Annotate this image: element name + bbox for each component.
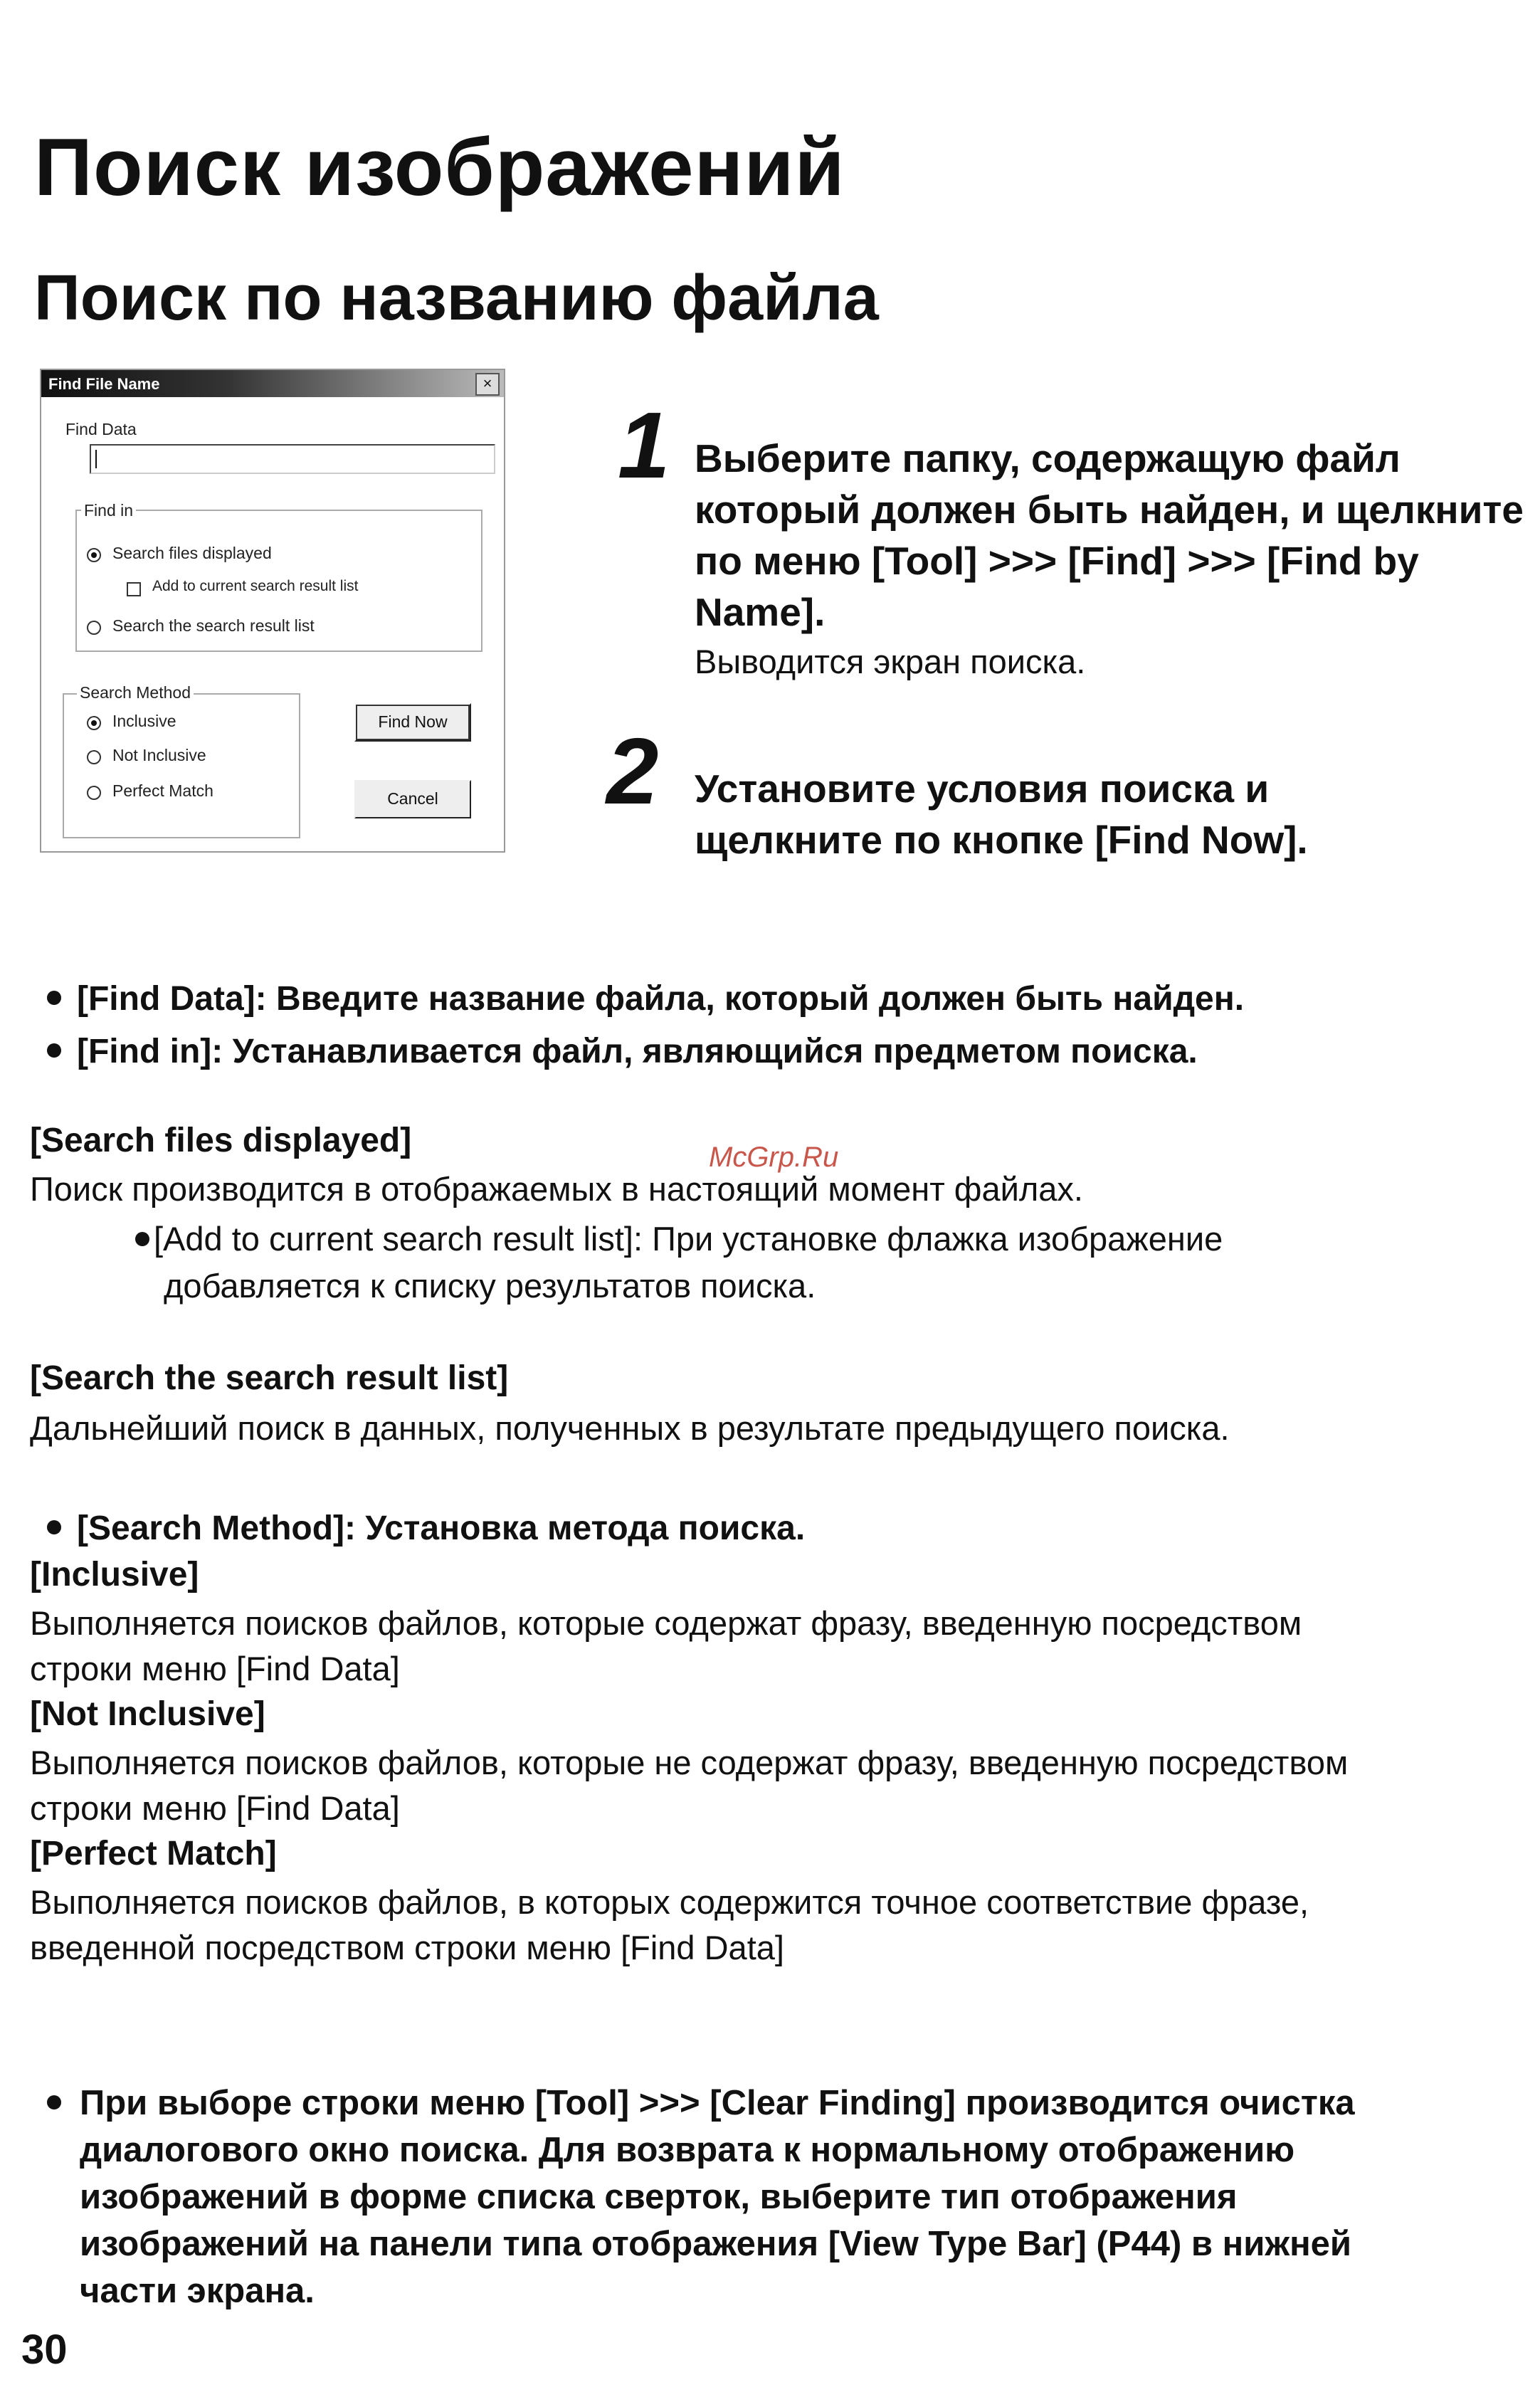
bullet-dot	[47, 991, 61, 1005]
search-method-group	[63, 693, 300, 838]
bullet-dot	[47, 1520, 61, 1534]
text-caret	[95, 450, 97, 468]
search-files-displayed-text: Поиск производится в отображаемых в настоящий момент файлах.	[30, 1170, 1083, 1208]
search-files-displayed-heading: [Search files displayed]	[30, 1122, 412, 1159]
dialog-titlebar	[41, 370, 504, 397]
not-inclusive-label: Not Inclusive	[112, 746, 206, 764]
step-number-2: 2	[606, 719, 659, 823]
step-number-1: 1	[618, 393, 670, 497]
inclusive-radio[interactable]	[87, 716, 101, 730]
add-to-current-text-cont: добавляется к списку результатов поиска.	[164, 1267, 816, 1305]
perfect-match-text: Выполняется поисков файлов, в которых содержится точное соответствие фразе,	[30, 1883, 1309, 1921]
note-line-1	[47, 2080, 1355, 2127]
watermark: McGrp.Ru	[709, 1142, 839, 1173]
add-to-current-label: Add to current search result list	[152, 578, 359, 594]
search-displayed-label: Search files displayed	[112, 544, 272, 562]
search-result-label: Search the search result list	[112, 616, 315, 635]
page-number: 30	[21, 2327, 68, 2373]
find-file-name-dialog	[40, 369, 505, 853]
add-to-current-checkbox[interactable]	[127, 582, 141, 596]
step-1-note: Выводится экран поиска.	[695, 643, 1086, 680]
cancel-button[interactable]: Cancel	[354, 780, 471, 818]
search-result-radio[interactable]	[87, 621, 101, 635]
close-icon[interactable]: ×	[475, 373, 500, 396]
not-inclusive-heading: [Not Inclusive]	[30, 1695, 265, 1733]
bullet-dot	[47, 1043, 61, 1058]
bullet-find-data	[47, 974, 1244, 1025]
bullet-find-data-text: [Find Data]: Введите название файла, который должен быть найден.	[77, 980, 1245, 1018]
bullet-dot	[47, 2095, 61, 2109]
note-line-2: диалогового окно поиска. Для возврата к нормальному отображению	[80, 2131, 1295, 2169]
perfect-match-text-cont: введенной посредством строки меню [Find Data]	[30, 1929, 784, 1966]
add-to-current-bullet	[135, 1216, 1223, 1263]
note-line-5: части экрана.	[80, 2272, 315, 2310]
bullet-find-in	[47, 1026, 1198, 1078]
add-to-current-text: [Add to current search result list]: При установке флажка изображение	[154, 1220, 1223, 1258]
not-inclusive-radio[interactable]	[87, 750, 101, 764]
step-1-text: Выберите папку, содержащую файл который должен быть найден, и щелкните по меню [Tool] >>> [Find] >>> [Find by Name].	[695, 436, 1524, 634]
inclusive-heading: [Inclusive]	[30, 1556, 199, 1593]
perfect-match-radio[interactable]	[87, 786, 101, 800]
page-title: Поиск изображений	[34, 122, 845, 213]
search-displayed-radio[interactable]	[87, 548, 101, 562]
inclusive-text-cont: строки меню [Find Data]	[30, 1650, 400, 1687]
bullet-search-method-text: [Search Method]: Установка метода поиска.	[77, 1510, 806, 1547]
find-data-input[interactable]	[90, 444, 495, 474]
perfect-match-label: Perfect Match	[112, 781, 213, 800]
find-now-button[interactable]: Find Now	[354, 703, 471, 742]
section-title: Поиск по названию файла	[34, 263, 879, 334]
bullet-find-in-text: [Find in]: Устанавливается файл, являющийся предметом поиска.	[77, 1033, 1198, 1070]
search-method-label: Search Method	[77, 683, 194, 702]
note-line-3: изображений в форме списка сверток, выберите тип отображения	[80, 2178, 1238, 2216]
note-line-1-text: При выборе строки меню [Tool] >>> [Clear Finding] производится очистка	[80, 2084, 1355, 2122]
not-inclusive-text-cont: строки меню [Find Data]	[30, 1789, 400, 1827]
find-in-label: Find in	[81, 501, 136, 520]
bullet-search-method	[47, 1503, 805, 1554]
note-line-4: изображений на панели типа отображения [View Type Bar] (P44) в нижней	[80, 2225, 1352, 2263]
step-2-text: Установите условия поиска и щелкните по кнопке [Find Now].	[695, 766, 1308, 862]
not-inclusive-text: Выполняется поисков файлов, которые не содержат фразу, введенную посредством	[30, 1744, 1349, 1781]
inclusive-text: Выполняется поисков файлов, которые содержат фразу, введенную посредством	[30, 1604, 1302, 1642]
bullet-dot	[135, 1232, 149, 1246]
search-result-list-heading: [Search the search result list]	[30, 1359, 509, 1397]
inclusive-label: Inclusive	[112, 712, 176, 730]
perfect-match-heading: [Perfect Match]	[30, 1835, 277, 1872]
search-result-list-text: Дальнейший поиск в данных, полученных в результате предыдущего поиска.	[30, 1409, 1230, 1447]
dialog-title: Find File Name	[48, 375, 160, 393]
find-data-label: Find Data	[65, 420, 137, 438]
